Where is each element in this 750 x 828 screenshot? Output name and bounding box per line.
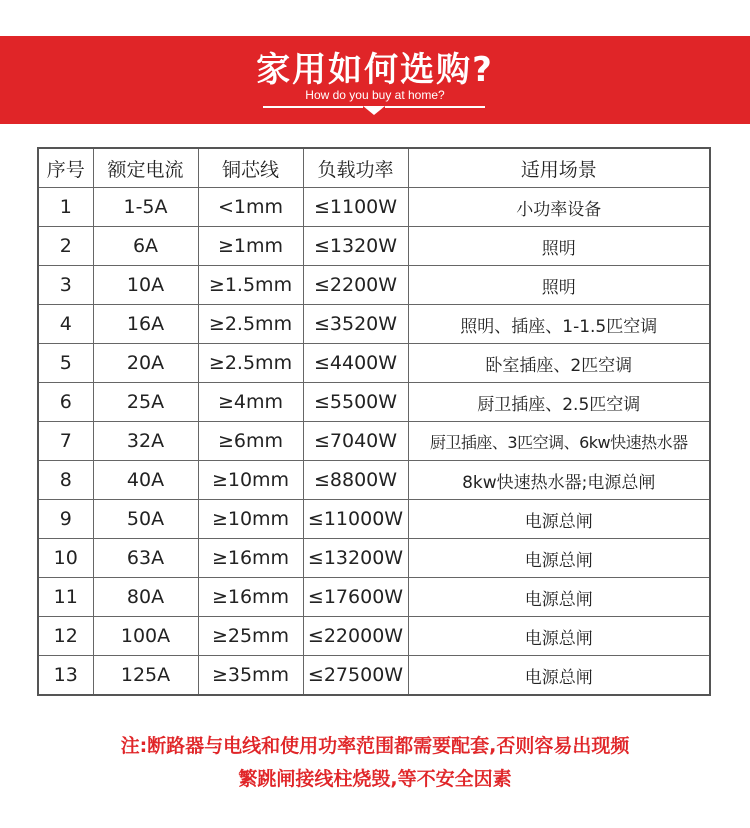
cell-index: 9 [38,500,93,539]
cell-copper-wire: ≥1mm [198,227,303,266]
table-row [38,188,710,227]
header-banner [0,36,750,124]
cell-load-power: ≤4400W [303,344,408,383]
cell-copper-wire: ≥35mm [198,656,303,696]
cell-load-power: ≤11000W [303,500,408,539]
cell-rated-current: 6A [93,227,198,266]
page-subtitle: How do you buy at home? [305,88,445,102]
table-row [38,305,710,344]
table-row [38,266,710,305]
cell-load-power: ≤5500W [303,383,408,422]
cell-scenario: 厨卫插座、2.5匹空调 [408,383,710,422]
column-header-load-power: 负载功率 [303,148,408,188]
cell-rated-current: 125A [93,656,198,696]
cell-scenario: 厨卫插座、3匹空调、6kw快速热水器 [408,422,710,461]
down-arrow-icon [363,106,385,115]
cell-rated-current: 20A [93,344,198,383]
cell-scenario: 8kw快速热水器;电源总闸 [408,461,710,500]
table-header-row [38,148,710,188]
cell-scenario: 电源总闸 [408,500,710,539]
cell-load-power: ≤1100W [303,188,408,227]
column-header-scenario: 适用场景 [408,148,710,188]
cell-copper-wire: ≥4mm [198,383,303,422]
cell-copper-wire: ≥6mm [198,422,303,461]
cell-index: 10 [38,539,93,578]
note-line-1: 注:断路器与电线和使用功率范围都需要配套,否则容易出现频 [120,735,630,757]
cell-copper-wire: ≥16mm [198,539,303,578]
cell-index: 3 [38,266,93,305]
table-row [38,578,710,617]
column-header-copper-wire: 铜芯线 [198,148,303,188]
cell-rated-current: 10A [93,266,198,305]
cell-index: 5 [38,344,93,383]
cell-index: 7 [38,422,93,461]
cell-load-power: ≤27500W [303,656,408,696]
cell-scenario: 照明、插座、1-1.5匹空调 [408,305,710,344]
cell-rated-current: 32A [93,422,198,461]
cell-rated-current: 40A [93,461,198,500]
cell-scenario: 照明 [408,266,710,305]
cell-load-power: ≤3520W [303,305,408,344]
cell-load-power: ≤22000W [303,617,408,656]
cell-scenario: 电源总闸 [408,617,710,656]
note-line-2: 繁跳闸接线柱烧毁,等不安全因素 [238,768,512,790]
cell-rated-current: 16A [93,305,198,344]
cell-rated-current: 25A [93,383,198,422]
cell-rated-current: 63A [93,539,198,578]
cell-scenario: 电源总闸 [408,578,710,617]
cell-rated-current: 80A [93,578,198,617]
cell-index: 11 [38,578,93,617]
cell-load-power: ≤17600W [303,578,408,617]
cell-copper-wire: ≥10mm [198,500,303,539]
table-row [38,617,710,656]
cell-index: 1 [38,188,93,227]
cell-copper-wire: ≥25mm [198,617,303,656]
cell-scenario: 卧室插座、2匹空调 [408,344,710,383]
table-row [38,656,710,696]
cell-copper-wire: ≥16mm [198,578,303,617]
cell-rated-current: 50A [93,500,198,539]
breaker-spec-table [37,147,711,696]
cell-index: 8 [38,461,93,500]
cell-index: 6 [38,383,93,422]
table-row [38,227,710,266]
cell-scenario: 电源总闸 [408,539,710,578]
cell-scenario: 电源总闸 [408,656,710,696]
table-row [38,422,710,461]
cell-load-power: ≤2200W [303,266,408,305]
cell-rated-current: 1-5A [93,188,198,227]
column-header-rated-current: 额定电流 [93,148,198,188]
table-row [38,539,710,578]
cell-load-power: ≤7040W [303,422,408,461]
table-row [38,383,710,422]
cell-load-power: ≤8800W [303,461,408,500]
cell-load-power: ≤13200W [303,539,408,578]
table-row [38,344,710,383]
cell-load-power: ≤1320W [303,227,408,266]
cell-copper-wire: <1mm [198,188,303,227]
cell-index: 12 [38,617,93,656]
cell-scenario: 小功率设备 [408,188,710,227]
column-header-index: 序号 [38,148,93,188]
cell-copper-wire: ≥2.5mm [198,305,303,344]
cell-index: 2 [38,227,93,266]
table-row [38,500,710,539]
decorative-line-right [385,106,485,108]
cell-copper-wire: ≥2.5mm [198,344,303,383]
table-row [38,461,710,500]
cell-scenario: 照明 [408,227,710,266]
cell-copper-wire: ≥1.5mm [198,266,303,305]
cell-index: 4 [38,305,93,344]
cell-index: 13 [38,656,93,696]
cell-copper-wire: ≥10mm [198,461,303,500]
decorative-line-left [263,106,363,108]
page-title: 家用如何选购? [256,50,494,90]
cell-rated-current: 100A [93,617,198,656]
